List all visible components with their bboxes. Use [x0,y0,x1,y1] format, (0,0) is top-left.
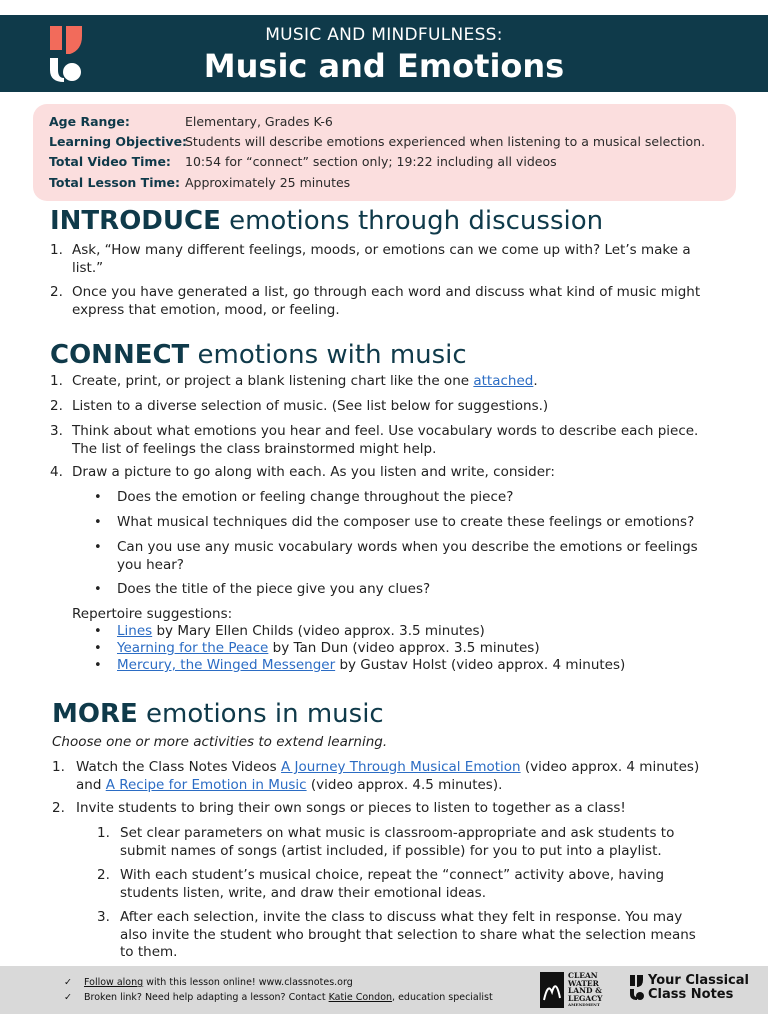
attached-link[interactable]: attached [473,373,534,389]
repertoire-item [117,623,485,641]
info-value: Approximately 25 minutes [185,175,351,190]
heading-bold: MORE [52,699,138,729]
info-label: Age Range: [49,114,130,129]
text-span: Broken link? Need help adapting a lesson? Contact [84,992,329,1003]
legacy-logo-text [568,972,603,1007]
repertoire-label: Repertoire suggestions: [72,606,233,622]
list-number: 3. [50,423,63,439]
list-number: 2. [50,398,63,414]
footer-line-2 [64,992,493,1003]
heading-rest: emotions with music [189,340,467,370]
text-span: by Tan Dun (video approx. 3.5 minutes) [268,640,540,656]
info-label: Learning Objective: [49,134,188,149]
text-span: by Gustav Holst (video approx. 4 minutes) [335,657,626,673]
text-line: Ask, “How many different feelings, moods, or emotions can we come up with? Let’s make a [72,242,691,258]
bullet-dot: • [94,540,102,555]
info-value: 10:54 for “connect” section only; 19:22 including all videos [185,154,557,169]
more-subitem-1 [120,825,740,860]
contact-link[interactable]: Katie Condon [328,992,393,1003]
consider-item-4: Does the title of the piece give you any clues? [117,581,431,597]
header-subtitle: MUSIC AND MINDFULNESS: [265,25,503,45]
text-line: Once you have generated a list, go through each word and discuss what kind of music might [72,284,701,300]
more-subitem-2 [120,867,740,902]
heading-bold: INTRODUCE [50,206,221,236]
text-span: with this lesson online! www.classnotes.org [143,977,353,988]
heading-bold: CONNECT [50,340,190,370]
text-line: Set clear parameters on what music is classroom-appropriate and ask students to [120,825,675,841]
text-line: With each student’s musical choice, repeat the “connect” activity above, having [120,867,665,883]
text-span: by Mary Ellen Childs (video approx. 3.5 minutes) [152,623,485,639]
more-subitem-3 [120,909,740,962]
text-span: . [533,373,538,389]
checkmark-icon: ✓ [64,992,72,1003]
logo-line: Class Notes [648,987,734,1002]
text-span: Create, print, or project a blank listening chart like the one [72,373,474,389]
text-line: you hear? [117,556,184,573]
page-title: Music and Emotions [203,47,565,85]
logo-line: CLEAN [568,971,598,980]
text-line: students listen, write, and draw their emotional ideas. [120,884,487,901]
text-line: The list of feelings the class brainstormed might help. [72,440,437,457]
connect-heading [50,340,467,370]
text-span: (video approx. 4.5 minutes). [306,776,503,793]
list-number: 1. [50,373,63,389]
more-intro: Choose one or more activities to extend learning. [52,734,388,750]
logo-line: LEGACY [568,993,603,1003]
bullet-dot: • [94,490,102,505]
text-line: list.” [72,259,104,276]
connect-item-1 [72,373,538,391]
logo-line: Your Classical [648,973,749,988]
footer-line-1 [64,977,353,988]
follow-along-link[interactable]: Follow along [84,977,144,988]
text-line: to them. [120,944,178,960]
consider-item-1: Does the emotion or feeling change throughout the piece? [117,489,514,505]
heading-rest: emotions through discussion [220,206,604,236]
checkmark-icon: ✓ [64,977,72,988]
repertoire-item [117,640,540,658]
connect-item-4: Draw a picture to go along with each. As you listen and write, consider: [72,464,555,480]
text-line: After each selection, invite the class to discuss what they felt in response. You may [120,909,683,925]
more-item-2: Invite students to bring their own songs or pieces to listen to together as a class! [76,800,626,816]
class-notes-mark-icon [630,975,644,1001]
page-header [0,15,768,92]
bullet-dot: • [94,582,102,597]
journey-link[interactable]: A Journey Through Musical Emotion [281,759,521,775]
text-line: Can you use any music vocabulary words when you describe the emotions or feelings [117,539,698,555]
text-line: submit names of songs (artist included, if possible) for you to put into a playlist. [120,842,662,859]
legacy-seal-icon [540,972,564,1008]
logo-line: LAND & [568,986,602,995]
list-number: 1. [52,759,65,775]
text-span: Watch the Class Notes Videos [76,759,282,775]
info-value: Elementary, Grades K-6 [185,114,333,129]
connect-item-2: Listen to a diverse selection of music. (See list below for suggestions.) [72,398,549,414]
text-line [76,759,736,777]
repertoire-item [117,657,625,675]
lines-link[interactable]: Lines [117,623,153,639]
lesson-info-box [33,104,736,201]
text-line [76,777,736,795]
bullet-dot: • [94,515,102,530]
bullet-dot: • [94,658,102,673]
introduce-item-1 [72,242,732,277]
text-span: , education specialist [392,992,493,1003]
consider-item-3 [117,539,737,574]
page-footer [0,966,768,1014]
introduce-item-2 [72,284,732,319]
recipe-link[interactable]: A Recipe for Emotion in Music [105,776,307,793]
list-number: 1. [97,825,110,841]
heading-rest: emotions in music [137,699,384,729]
text-line: Think about what emotions you hear and feel. Use vocabulary words to describe each piece. [72,423,699,439]
legacy-amendment-logo [540,972,622,1010]
bullet-dot: • [94,624,102,639]
introduce-heading [50,206,603,236]
logo-line: AMENDMENT [568,1002,600,1007]
yearning-link[interactable]: Yearning for the Peace [117,640,269,656]
list-number: 1. [50,242,63,258]
list-number: 4. [50,464,63,480]
mercury-link[interactable]: Mercury, the Winged Messenger [117,657,336,673]
text-span: and [76,776,106,793]
info-label: Total Video Time: [49,154,171,169]
list-number: 2. [52,800,65,816]
list-number: 2. [97,867,110,883]
logo-line: WATER [568,978,599,988]
connect-item-3 [72,423,732,458]
text-line: express that emotion, mood, or feeling. [72,301,340,318]
consider-item-2: What musical techniques did the composer use to create these feelings or emotions? [117,514,695,530]
info-label: Total Lesson Time: [49,175,180,190]
info-value: Students will describe emotions experienced when listening to a musical selection. [185,134,706,149]
more-heading [52,699,384,729]
list-number: 3. [97,909,110,925]
list-number: 2. [50,284,63,300]
text-span: (video approx. 4 minutes) [520,759,700,775]
text-line: also invite the student who brought that selection to share what the selection means [120,926,696,943]
more-item-1 [76,759,736,794]
bullet-dot: • [94,641,102,656]
